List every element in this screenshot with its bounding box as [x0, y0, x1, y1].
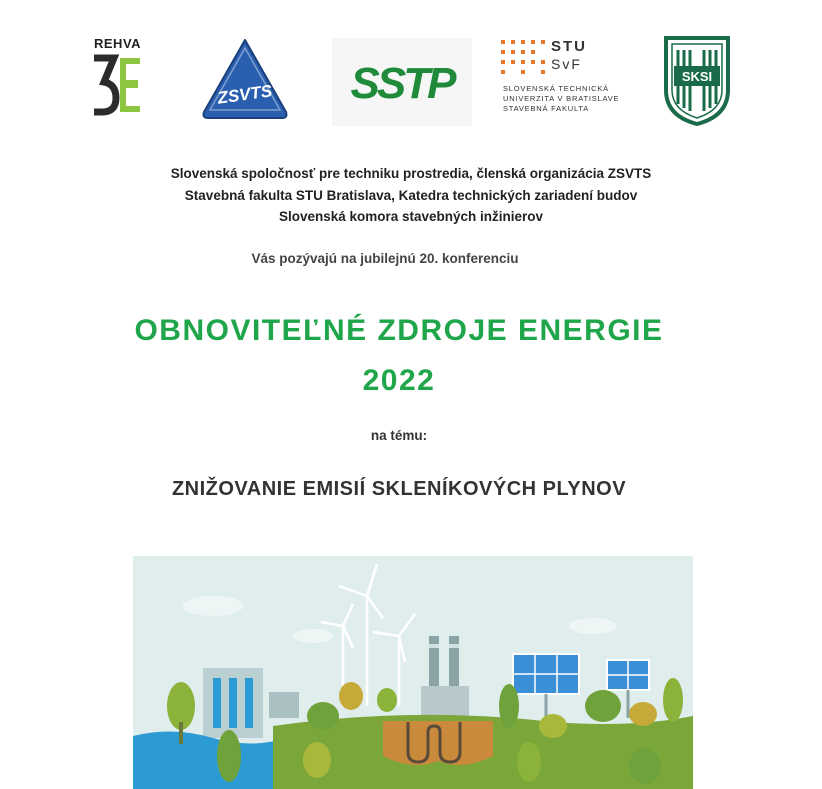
stu-svf-logo — [497, 38, 637, 118]
stu-name: STU — [551, 38, 587, 55]
rehva-logo-text: REHVA — [94, 36, 142, 51]
logo-bar — [0, 30, 822, 130]
stu-line-3: STAVEBNÁ FAKULTA — [503, 104, 590, 113]
stu-line-1: SLOVENSKÁ TECHNICKÁ — [503, 84, 609, 93]
rehva-mark-icon — [92, 54, 144, 116]
sksi-logo-text: SKSI — [681, 69, 713, 84]
sksi-logo — [662, 34, 732, 131]
topic-label: na tému: — [370, 428, 428, 443]
stu-line-2: UNIVERZITA V BRATISLAVE — [503, 94, 620, 103]
zsvts-logo-text: ZSVTS — [216, 81, 274, 108]
stu-dots-icon — [501, 40, 545, 76]
invitation-text: Vás pozývajú na jubilejnú 20. konferenciu — [251, 251, 519, 266]
rehva-logo — [92, 36, 152, 126]
sstp-logo-text: SSTP — [350, 59, 454, 108]
conference-topic: ZNIŽOVANIE EMISIÍ SKLENÍKOVÝCH PLYNOV — [171, 478, 627, 500]
stu-faculty-short: SvF — [551, 56, 582, 72]
organizer-line-3: Slovenská komora stavebných inžinierov — [278, 209, 544, 224]
conference-year: 2022 — [362, 364, 436, 397]
sstp-logo — [332, 38, 472, 126]
organizer-line-1: Slovenská spoločnosť pre techniku prostredia, členská organizácia ZSVTS — [170, 166, 652, 181]
organizer-line-2: Stavebná fakulta STU Bratislava, Katedra technických zariadení budov — [184, 188, 638, 203]
renewable-energy-illustration — [133, 556, 693, 789]
zsvts-logo — [198, 36, 292, 127]
conference-title: OBNOVITEĽNÉ ZDROJE ENERGIE — [134, 314, 664, 347]
